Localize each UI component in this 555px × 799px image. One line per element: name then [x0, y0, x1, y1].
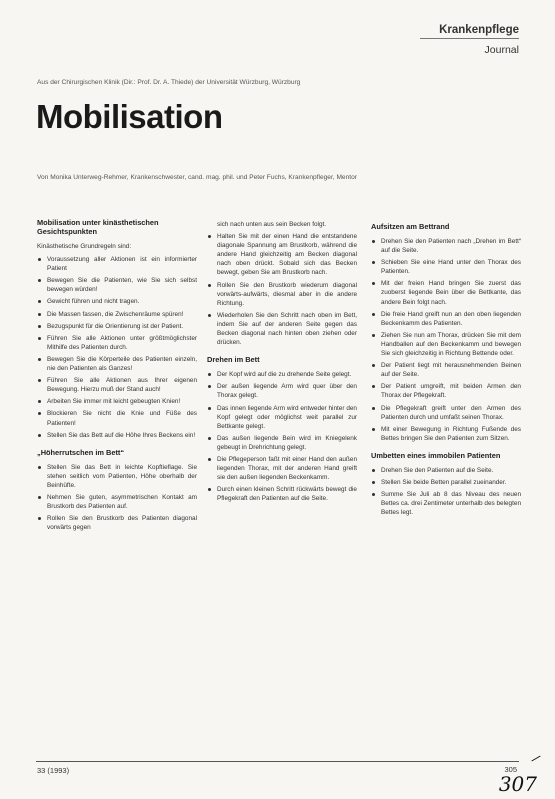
list-item-text: Bewegen Sie die Körperteile des Patienten einzeln, nie den Patienten als Ganzes!	[47, 355, 197, 373]
bullet-icon	[208, 407, 211, 410]
volume-info: 33 (1993)	[37, 766, 70, 775]
list-item	[371, 382, 521, 400]
bullet-icon	[208, 235, 211, 238]
list-item-text: Bewegen Sie die Patienten, wie Sie sich selbst bewegen würden!	[47, 277, 197, 294]
bullet-icon	[38, 313, 41, 316]
list-item	[37, 322, 197, 331]
list-item-text: Das innen liegende Arm wird entweder hinter den Kopf gelegt oder möglichst weit parallel zur Bettkante gelegt.	[217, 404, 357, 430]
list-item	[207, 434, 357, 452]
bullet-icon	[38, 258, 41, 261]
section-heading: Drehen im Bett	[207, 355, 260, 365]
list-item	[37, 355, 197, 373]
list-item	[37, 431, 197, 440]
bullet-list	[37, 463, 197, 533]
list-item	[207, 370, 357, 379]
list-item-text: Die Pflegekraft greift unter den Armen des Patienten durch und umfaßt seinen Thorax.	[381, 404, 521, 421]
article-title: Mobilisation	[36, 98, 223, 135]
list-item-text: Blockieren Sie nicht die Knie und Füße des Patienten!	[47, 410, 197, 427]
list-item	[371, 361, 521, 379]
bullet-icon	[372, 493, 375, 496]
list-item	[37, 409, 197, 427]
list-item-text: Führen Sie alle Aktionen aus Ihrer eigenen Bewegung. Hierzu muß der Stand auch!	[47, 377, 197, 394]
list-item-text: Mit einer Bewegung in Richtung Fußende des Bettes bringen Sie den Patienten zum Sitzen.	[381, 425, 521, 442]
bullet-icon	[38, 496, 41, 499]
list-item-text: Drehen Sie den Patienten nach „Drehen im Bett“ auf die Seite.	[381, 238, 521, 255]
bullet-list	[207, 232, 357, 347]
list-item	[37, 397, 197, 406]
column-2	[207, 220, 357, 511]
list-item	[371, 490, 521, 517]
bullet-icon	[372, 334, 375, 337]
list-item-text: Arbeiten Sie immer mit leicht gebeugten Knien!	[47, 398, 181, 406]
list-item	[371, 425, 521, 443]
section-heading: Aufsitzen am Bettrand	[371, 222, 450, 231]
bullet-icon	[208, 488, 211, 491]
list-item	[207, 311, 357, 347]
bullet-icon	[208, 385, 211, 388]
handwritten-page-number: 307	[498, 772, 537, 796]
section-intro: Kinästhetische Grundregeln sind:	[37, 243, 132, 250]
bullet-icon	[208, 373, 211, 376]
bullet-list	[37, 255, 197, 440]
bullet-icon	[38, 337, 41, 340]
bullet-icon	[372, 469, 375, 472]
list-item-text: Die Massen fassen, die Zwischenräume spüren!	[47, 310, 184, 318]
column-3	[371, 222, 521, 525]
bullet-icon	[208, 458, 211, 461]
bullet-icon	[372, 364, 375, 367]
list-item	[207, 232, 357, 277]
list-item-text: Stellen Sie beide Betten parallel zueinander.	[381, 478, 507, 486]
bullet-icon	[372, 313, 375, 316]
list-item-text: Stellen Sie das Bett in leichte Kopftieflage. Sie stehen seitlich vom Patienten, Höhe oberhalb der Beinhüfte.	[47, 463, 197, 489]
list-item-text: Drehen Sie den Patienten auf die Seite.	[381, 466, 494, 474]
list-item-text: Nehmen Sie guten, asymmetrischen Kontakt am Brustkorb des Patienten auf.	[47, 493, 197, 511]
list-item	[371, 237, 521, 255]
section-heading: „Höherrutschen im Bett“	[37, 447, 125, 457]
header-rule	[420, 38, 519, 39]
list-item	[37, 514, 197, 532]
list-item-text: Wiederholen Sie den Schritt nach oben im Bett, indem Sie auf der anderen Seite gegen das Becken diagonal nach hinten oben ziehen oder drücken.	[217, 311, 357, 347]
list-item-text: Schieben Sie eine Hand unter den Thorax des Patienten.	[381, 259, 521, 276]
list-item	[207, 281, 357, 308]
continued-text: sich nach unten aus sein Becken folgt.	[217, 221, 327, 228]
list-item	[37, 376, 197, 394]
list-item-text: Voraussetzung aller Aktionen ist ein informierter Patient	[47, 256, 197, 273]
list-item	[207, 455, 357, 482]
list-item	[37, 297, 197, 306]
list-item-text: Der Patient umgreift, mit beiden Armen den Thorax der Pflegekraft.	[381, 383, 521, 400]
bullet-icon	[38, 517, 41, 520]
bullet-list	[207, 370, 357, 503]
list-item-text: Der Patient liegt mit herausnehmenden Beinen auf der Seite.	[381, 362, 521, 379]
bullet-icon	[208, 284, 211, 287]
pen-mark	[531, 756, 540, 762]
list-item-text: Ziehen Sie nun am Thorax, drücken Sie mit dem Handballen auf den Beckenkamm und bewegen Sie sich gleichzeitig in Richtung Bettende oder.	[381, 331, 521, 358]
list-item-text: Der außen liegende Arm wird quer über den Thorax gelegt.	[217, 383, 357, 400]
bullet-icon	[38, 400, 41, 403]
bullet-icon	[372, 428, 375, 431]
list-item-text: Das außen liegende Bein wird im Kniegelenk gebeugt in Drehrichtung gelegt.	[217, 434, 357, 451]
bullet-icon	[38, 379, 41, 382]
list-item	[37, 310, 197, 319]
list-item-text: Die Pflegeperson faßt mit einer Hand den außen liegenden Thorax, mit der anderen Hand greift sie den außen liegenden Beckenkamm.	[217, 455, 357, 482]
list-item-text: Summe Sie Juli ab 8 das Niveau des neuen Bettes ca. drei Zentimeter unterhalb des belegten Bettes legt.	[381, 491, 521, 517]
list-item-text: Rollen Sie den Brustkorb wiederum diagonal vorwärts-aufwärts, diesmal aber in die andere Richtung.	[217, 281, 357, 307]
bullet-icon	[372, 407, 375, 410]
list-item	[371, 404, 521, 422]
list-item	[371, 466, 521, 475]
list-item	[37, 276, 197, 294]
list-item	[207, 404, 357, 431]
bullet-icon	[38, 279, 41, 282]
list-item	[371, 310, 521, 328]
column-1	[37, 218, 197, 540]
bullet-list	[371, 466, 521, 517]
list-item-text: Stellen Sie das Bett auf die Höhe Ihres Beckens ein!	[47, 431, 196, 439]
list-item	[37, 255, 197, 273]
list-item	[371, 478, 521, 487]
list-item-text: Der Kopf wird auf die zu drehende Seite gelegt.	[217, 371, 352, 379]
bullet-icon	[38, 466, 41, 469]
bullet-icon	[38, 358, 41, 361]
journal-name: Krankenpflege	[439, 24, 519, 36]
list-item-text: Halten Sie mit der einen Hand die entstandene diagonale Spannung am Brustkorb, während die andere Hand gleichzeitig am Becken diagonal nach oben drückt. Sobald sich das Becken bewegt, geben Sie am Brustkorb nach.	[217, 233, 357, 277]
journal-section: Journal	[484, 44, 519, 56]
section-heading: Umbetten eines immobilen Patienten	[371, 450, 501, 460]
list-item	[371, 331, 521, 358]
bullet-icon	[38, 434, 41, 437]
bullet-icon	[372, 240, 375, 243]
affiliation: Aus der Chirurgischen Klinik (Dir.: Prof. Dr. A. Thiede) der Universität Würzburg, Würzburg	[37, 79, 301, 86]
list-item-text: Durch einen kleinen Schritt rückwärts bewegt die Pflegekraft den Patienten auf die Seite.	[217, 486, 357, 503]
list-item-text: Rollen Sie den Brustkorb des Patienten diagonal vorwärts gegen	[47, 515, 197, 532]
bullet-list	[371, 237, 521, 443]
list-item	[37, 493, 197, 511]
list-item-text: Mit der freien Hand bringen Sie zuerst das zuoberst liegende Bein über die Bettkante, das andere Bein folgt nach.	[381, 280, 521, 306]
bullet-icon	[38, 300, 41, 303]
list-item	[37, 463, 197, 490]
list-item-text: Die freie Hand greift nun an den oben liegenden Beckenkamm des Patienten.	[381, 310, 521, 327]
list-item-text: Bezugspunkt für die Orientierung ist der Patient.	[47, 322, 184, 330]
bullet-icon	[372, 282, 375, 285]
list-item	[37, 334, 197, 352]
list-item	[207, 485, 357, 503]
list-item-text: Gewicht führen und nicht tragen.	[47, 298, 140, 306]
bullet-icon	[38, 325, 41, 328]
list-item	[371, 258, 521, 276]
bullet-icon	[208, 314, 211, 317]
bullet-icon	[372, 261, 375, 264]
section-heading: Mobilisation unter kinästhetischen Gesichtspunkten	[37, 218, 159, 236]
footer-rule	[36, 761, 519, 762]
list-item-text: Führen Sie alle Aktionen unter größtmöglichster Mithilfe des Patienten durch.	[47, 334, 197, 351]
bullet-icon	[372, 481, 375, 484]
list-item	[371, 279, 521, 306]
list-item	[207, 382, 357, 400]
authors: Von Monika Unterweg-Rehmer, Krankenschwester, cand. mag. phil. und Peter Fuchs, Krankenpfleger, Mentor	[37, 174, 357, 181]
bullet-icon	[208, 437, 211, 440]
bullet-icon	[372, 385, 375, 388]
bullet-icon	[38, 412, 41, 415]
page-number: 305	[504, 765, 517, 774]
